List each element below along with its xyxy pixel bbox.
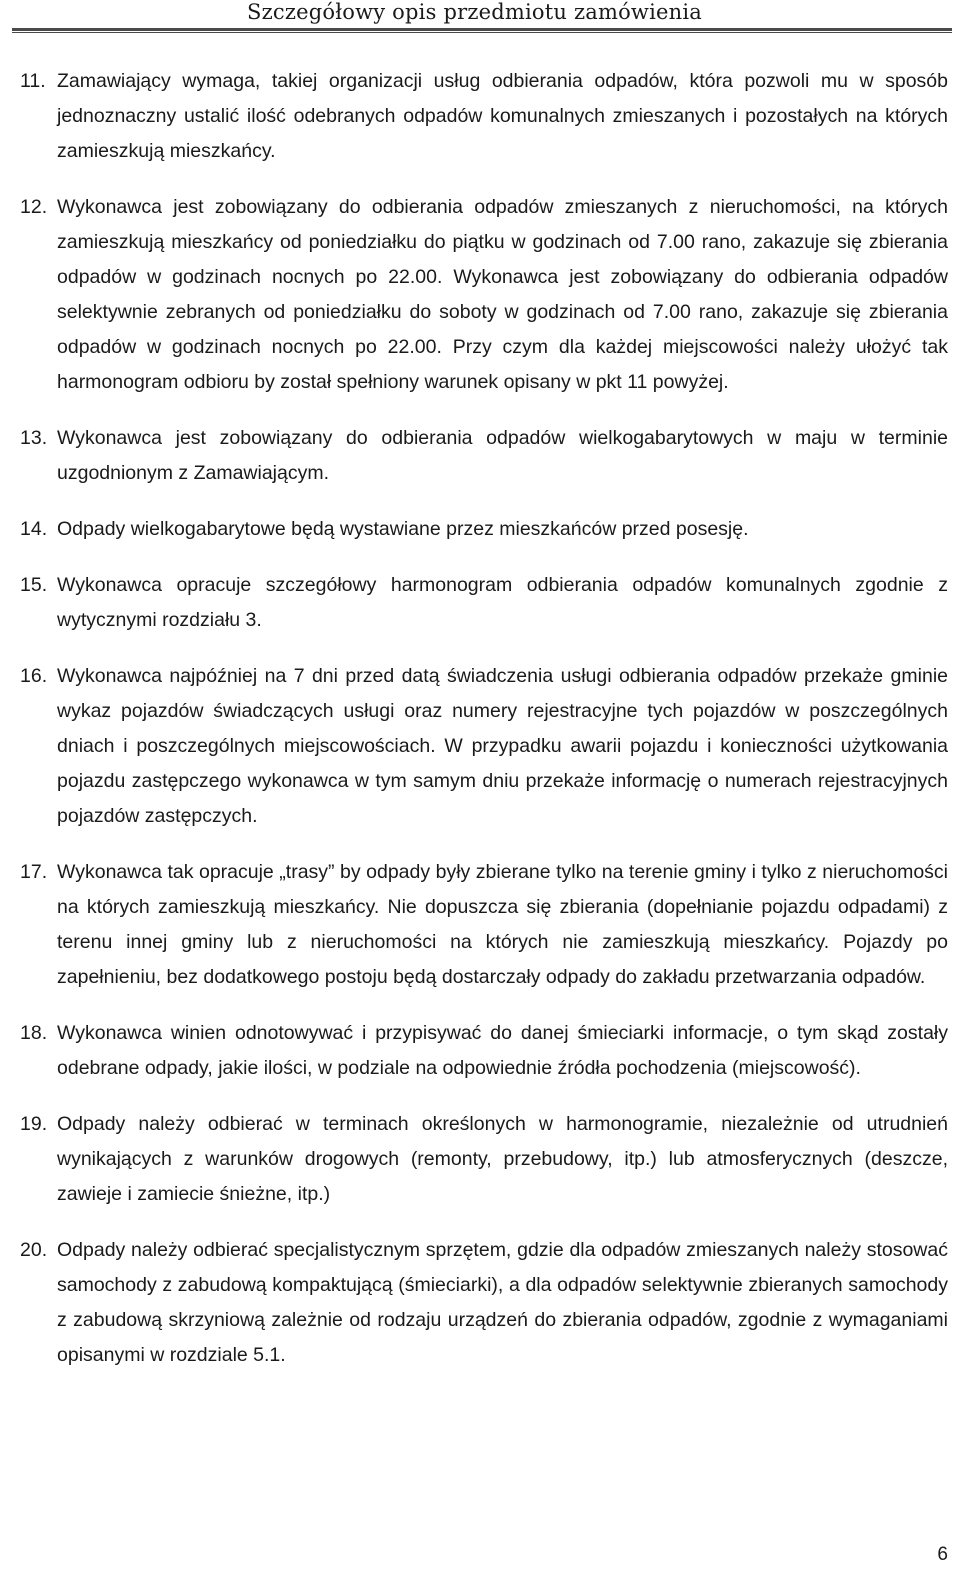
item-text: Wykonawca opracuje szczegółowy harmonogram odbierania odpadów komunalnych zgodnie z wytycznymi rozdziału 3.	[57, 574, 948, 631]
item-number: 15.	[20, 574, 48, 596]
document-body	[20, 64, 948, 1394]
item-text: Odpady należy odbierać specjalistycznym sprzętem, gdzie dla odpadów zmieszanych należy stosować samochody z zabudową kompaktującą (śmieciarki), a dla odpadów selektywnie zbieranych samochody z zabudową skrzyniową zależnie od rodzaju urządzeń do zbierania odpadów, zgodnie z wymaganiami opisanymi w rozdziale 5.1.	[57, 1239, 948, 1366]
item-number: 12.	[20, 196, 48, 218]
list-item-17	[20, 855, 948, 995]
item-text: Wykonawca tak opracuje „trasy” by odpady były zbierane tylko na terenie gminy i tylko z nieruchomości na których zamieszkują mieszkańcy. Nie dopuszcza się zbierania (dopełnianie pojazdu odpadami) z terenu innej gminy lub z nieruchomości na których nie zamieszkują mieszkańcy. Pojazdy po zapełnieniu, bez dodatkowego postoju będą dostarczały odpady do zakładu przetwarzania odpadów.	[57, 861, 948, 988]
list-item-20	[20, 1233, 948, 1373]
list-item-16	[20, 659, 948, 834]
list-item-14	[20, 512, 948, 547]
list-item-12	[20, 190, 948, 400]
list-item-18	[20, 1016, 948, 1086]
header-rule-thick	[12, 28, 952, 31]
item-number: 17.	[20, 861, 48, 883]
page-number: 6	[937, 1544, 948, 1565]
item-number: 18.	[20, 1022, 48, 1044]
item-number: 13.	[20, 427, 48, 449]
item-text: Wykonawca jest zobowiązany do odbierania odpadów zmieszanych z nieruchomości, na których zamieszkują mieszkańcy od poniedziałku do piątku w godzinach od 7.00 rano, zakazuje się zbierania odpadów w godzinach nocnych po 22.00. Wykonawca jest zobowiązany do odbierania odpadów selektywnie zebranych od poniedziałku do soboty w godzinach od 7.00 rano, zakazuje się zbierania odpadów w godzinach nocnych po 22.00. Przy czym dla każdej miejscowości należy ułożyć tak harmonogram odbioru by został spełniony warunek opisany w pkt 11 powyżej.	[57, 196, 948, 393]
list-item-19	[20, 1107, 948, 1212]
item-number: 16.	[20, 665, 48, 687]
list-item-15	[20, 568, 948, 638]
item-number: 20.	[20, 1239, 48, 1261]
item-text: Odpady należy odbierać w terminach określonych w harmonogramie, niezależnie od utrudnień wynikających z warunków drogowych (remonty, przebudowy, itp.) lub atmosferycznych (deszcze, zawieje i zamiecie śnieżne, itp.)	[57, 1113, 948, 1205]
item-number: 19.	[20, 1113, 48, 1135]
item-number: 14.	[20, 518, 48, 540]
item-text: Wykonawca jest zobowiązany do odbierania odpadów wielkogabarytowych w maju w terminie uzgodnionym z Zamawiającym.	[57, 427, 948, 484]
item-text: Wykonawca winien odnotowywać i przypisywać do danej śmieciarki informacje, o tym skąd zostały odebrane odpady, jakie ilości, w podziale na odpowiednie źródła pochodzenia (miejscowość).	[57, 1022, 948, 1079]
item-text: Wykonawca najpóźniej na 7 dni przed datą świadczenia usługi odbierania odpadów przekaże gminie wykaz pojazdów świadczących usługi oraz numery rejestracyjne tych pojazdów w poszczególnych dniach i poszczególnych miejscowościach. W przypadku awarii pojazdu i konieczności użytkowania pojazdu zastępczego wykonawca w tym samym dniu przekaże informację o numerach rejestracyjnych pojazdów zastępczych.	[57, 665, 948, 827]
item-number: 11.	[20, 70, 46, 92]
list-item-11	[20, 64, 948, 169]
page-header	[0, 0, 960, 36]
header-rule-thin	[12, 32, 952, 33]
item-text: Zamawiający wymaga, takiej organizacji usług odbierania odpadów, która pozwoli mu w sposób jednoznaczny ustalić ilość odebranych odpadów komunalnych zmieszanych i pozostałych na których zamieszkują mieszkańcy.	[57, 70, 948, 162]
list-item-13	[20, 421, 948, 491]
item-text: Odpady wielkogabarytowe będą wystawiane przez mieszkańców przed posesję.	[57, 518, 749, 540]
header-title: Szczegółowy opis przedmiotu zamówienia	[247, 0, 702, 24]
